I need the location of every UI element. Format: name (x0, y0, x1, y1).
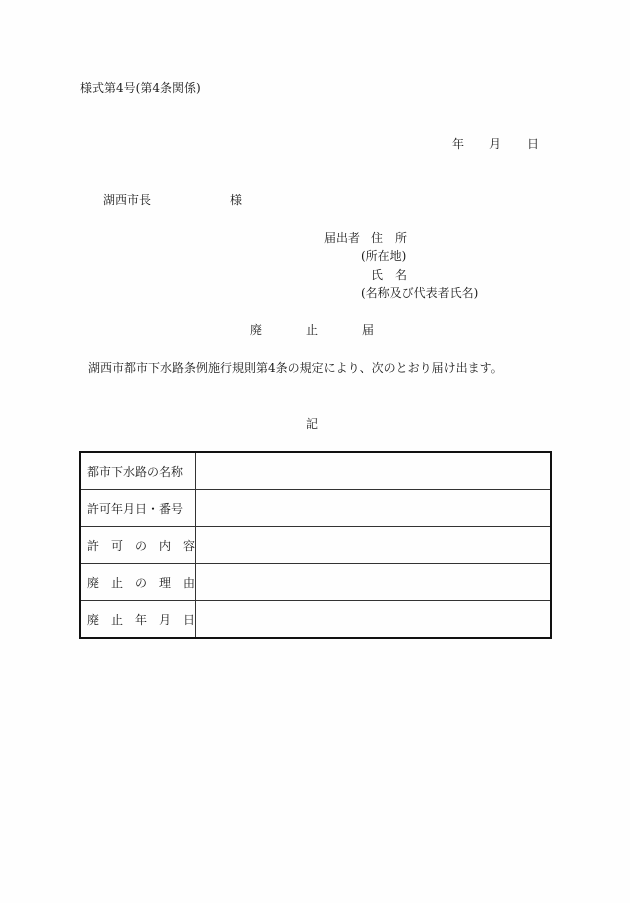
row-label-abolition-reason: 廃 止 の 理 由 (80, 564, 196, 601)
address-label: 住 所 (371, 231, 408, 245)
notification-table (79, 451, 552, 639)
row-value-permit-date-number[interactable] (196, 490, 552, 527)
form-number: 様式第4号(第4条関係) (80, 81, 201, 95)
addressee-honorific: 様 (230, 193, 243, 207)
table-row (80, 564, 551, 601)
row-value-permit-content[interactable] (196, 527, 552, 564)
date-day-label: 日 (527, 137, 540, 151)
row-value-abolition-reason[interactable] (196, 564, 552, 601)
row-value-sewer-name[interactable] (196, 452, 552, 490)
name-note: (名称及び代表者氏名) (361, 286, 479, 300)
addressee-name: 湖西市長 (103, 193, 152, 207)
document-title (250, 323, 374, 337)
body-text: 湖西市都市下水路条例施行規則第4条の規定により、次のとおり届け出ます。 (88, 361, 503, 375)
row-label-permit-date-number: 許可年月日・番号 (80, 490, 196, 527)
table-row (80, 490, 551, 527)
title-char-2: 止 (306, 323, 319, 337)
date-line (452, 137, 539, 151)
name-label: 氏 名 (371, 268, 408, 282)
table-row (80, 452, 551, 490)
date-month-label: 月 (489, 137, 502, 151)
table-row (80, 527, 551, 564)
title-char-3: 届 (362, 323, 375, 337)
row-value-abolition-date[interactable] (196, 601, 552, 639)
row-label-sewer-name: 都市下水路の名称 (80, 452, 196, 490)
applicant-label: 届出者 (324, 231, 361, 245)
date-year-label: 年 (452, 137, 465, 151)
location-note: (所在地) (361, 249, 407, 263)
table-row (80, 601, 551, 639)
row-label-abolition-date: 廃 止 年 月 日 (80, 601, 196, 639)
title-char-1: 廃 (250, 323, 263, 337)
row-label-permit-content: 許 可 の 内 容 (80, 527, 196, 564)
ki-heading: 記 (306, 417, 319, 431)
